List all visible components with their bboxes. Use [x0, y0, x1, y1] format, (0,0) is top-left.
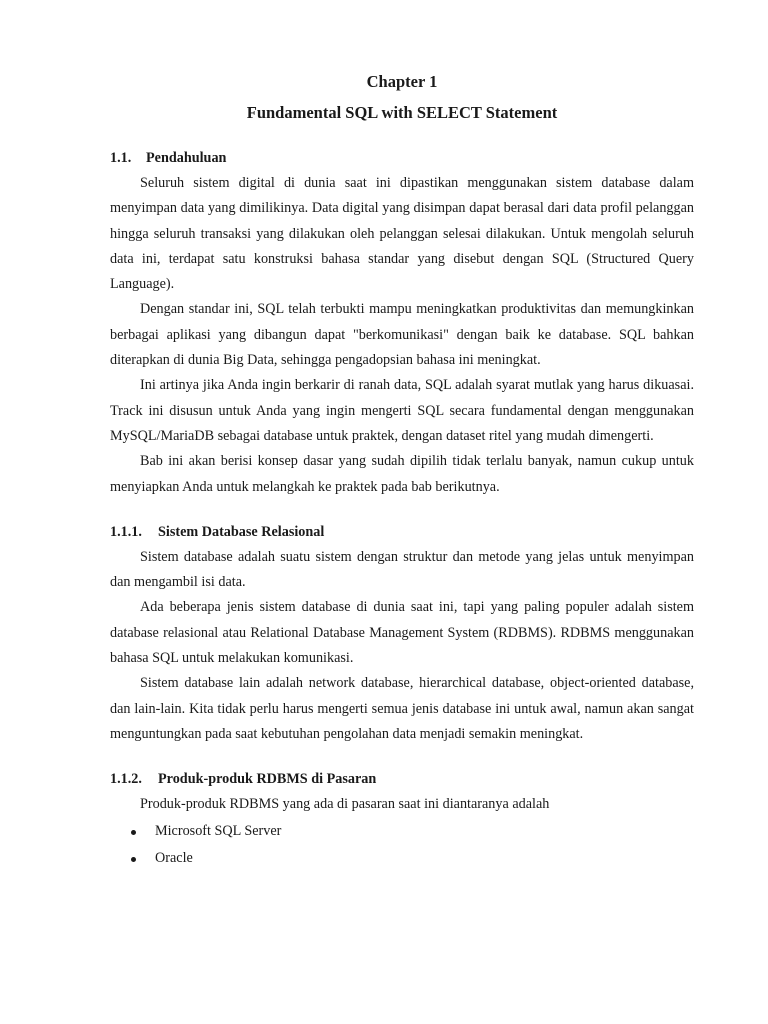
paragraph: Sistem database lain adalah network database, hierarchical database, object-oriented database, dan lain-lain. Kita tidak perlu harus mengerti semua jenis database ini untuk awal, namun akan sangat menguntungkan pada saat kebutuhan pengolahan data menjadi semakin meningkat.	[110, 675, 694, 742]
list-item	[110, 845, 694, 872]
paragraph: Seluruh sistem digital di dunia saat ini dipastikan menggunakan sistem database dalam menyimpan data yang dimilikinya. Data digital yang disimpan dapat berasal dari data profil pelanggan hingga seluruh transaksi yang dilakukan oleh pelanggan selesai dilakukan. Untuk mengolah seluruh data ini, terdapat satu konstruksi bahasa standar yang disebut dengan SQL (Structured Query Language).	[110, 175, 694, 293]
section-heading	[110, 767, 694, 792]
section-heading	[110, 146, 694, 171]
section-number: 1.1.2.	[110, 771, 142, 788]
paragraph: Sistem database adalah suatu sistem dengan struktur dan metode yang jelas untuk menyimpan dan mengambil isi data.	[110, 548, 694, 591]
bullet-list	[110, 818, 694, 872]
section-title: Pendahuluan	[146, 150, 227, 166]
list-item-text: Oracle	[155, 849, 193, 866]
list-item	[110, 818, 694, 845]
section-title: Sistem Database Relasional	[158, 523, 325, 540]
paragraph: Ada beberapa jenis sistem database di dunia saat ini, tapi yang paling populer adalah sistem database relasional atau Relational Database Management System (RDBMS). RDBMS menggunakan bahasa SQL untuk melakukan komunikasi.	[110, 599, 694, 667]
chapter-label: Chapter 1	[366, 72, 438, 91]
chapter-title: Fundamental SQL with SELECT Statement	[246, 103, 558, 122]
section-number: 1.1.1.	[110, 523, 142, 540]
paragraph: Produk-produk RDBMS yang ada di pasaran saat ini diantaranya adalah	[140, 796, 550, 813]
bullet-icon	[131, 830, 136, 835]
bullet-icon	[131, 857, 136, 862]
document-page	[110, 68, 694, 872]
paragraph: Ini artinya jika Anda ingin berkarir di ranah data, SQL adalah syarat mutlak yang harus dikuasai. Track ini disusun untuk Anda yang ingin mengerti SQL secara fundamental dengan menggunakan MySQL/MariaDB sebagai database untuk praktek, dengan dataset ritel yang mudah dimengerti.	[110, 377, 694, 444]
section-produk-rdbms	[110, 767, 694, 871]
section-title: Produk-produk RDBMS di Pasaran	[158, 771, 377, 788]
paragraph: Dengan standar ini, SQL telah terbukti mampu meningkatkan produktivitas dan memungkinkan berbagai aplikasi yang dibangun dapat "berkomunikasi" dengan baik ke database. SQL bahkan diterapkan di dunia Big Data, sehingga pengadopsian bahasa ini meningkat.	[110, 301, 694, 369]
paragraph: Bab ini akan berisi konsep dasar yang sudah dipilih tidak terlalu banyak, namun cukup untuk menyiapkan Anda untuk melangkah ke praktek pada bab berikutnya.	[110, 453, 694, 495]
section-sistem-database-relasional	[110, 520, 694, 747]
section-heading	[110, 520, 694, 545]
section-number: 1.1.	[110, 150, 132, 166]
section-pendahuluan	[110, 146, 694, 500]
list-item-text: Microsoft SQL Server	[155, 822, 282, 839]
